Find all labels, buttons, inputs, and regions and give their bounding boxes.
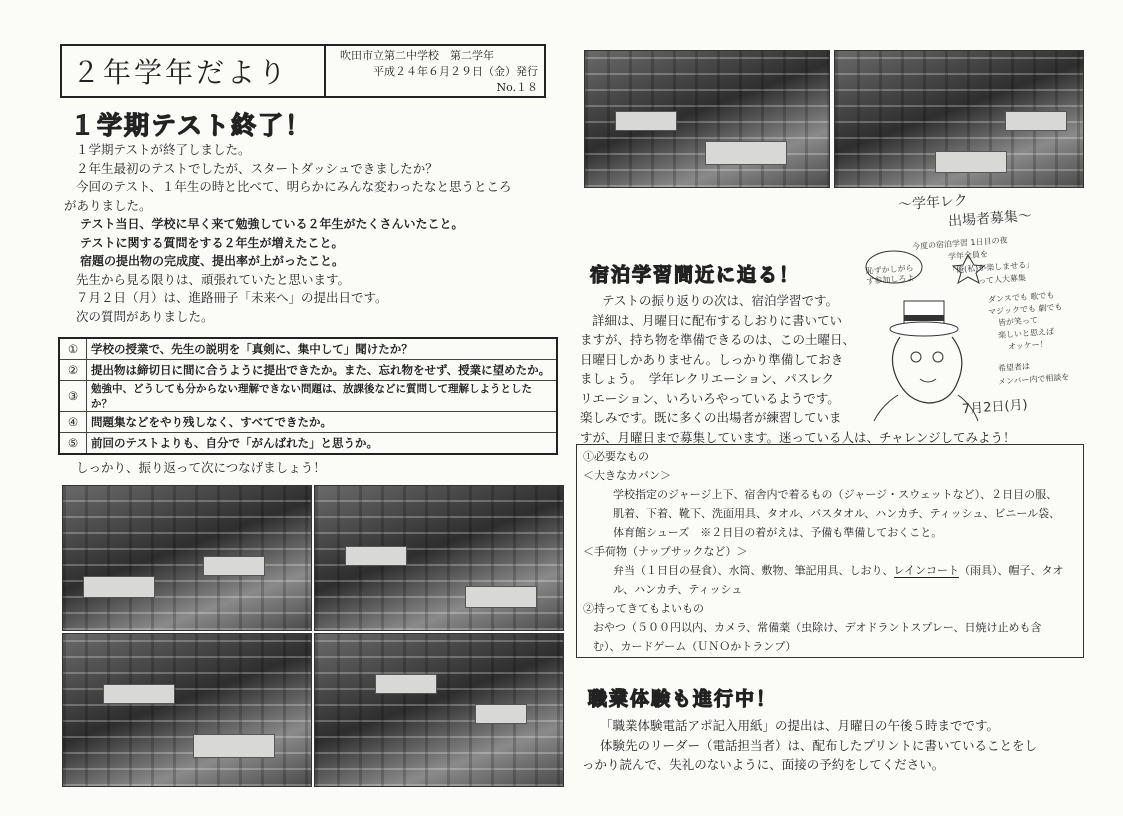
question-text: 前回のテストよりも、自分で「がんばれた」と思うか。 [87,433,558,455]
recreation-illustration [858,192,1090,435]
test-heading: １学期テスト終了！ [70,111,313,140]
job-line: 体験先のリーダー（電話担当者）は、配布したプリントに書いていることをし [600,737,1038,753]
optional-line: む）、カードゲーム（ＵＮＯかトランプ） [593,640,797,653]
question-row [59,433,557,455]
optional-items-heading: ②持ってきてもよいもの [583,602,704,615]
big-bag-line: 学校指定のジャージ上下、宿舎内で着るもの（ジャージ・スウェットなど）、２日目の服、 [613,488,1058,501]
test-bold-line: テスト当日、学校に早く来て勉強している２年生がたくさんいたこと。 [80,217,464,231]
big-bag-line: 肌着、下着、靴下、洗面用具、タオル、バスタオル、ハンカチ、ティッシュ、ビニール袋、 [613,507,1061,520]
illus-note: って人大募集 [977,273,1027,286]
raincoat-underlined: レインコート [893,564,959,577]
question-number: ⑤ [59,433,87,455]
camp-line: リエーション、いろいろやっているようです。 [580,390,840,406]
camp-line: すが、月曜日まで募集しています。迷っている人は、チャレンジしてみよう！ [580,429,1016,445]
question-row [59,412,557,433]
test-bold-line: 宿題の提出物の完成度、提出率が上がったこと。 [80,254,345,268]
question-row [59,381,557,412]
question-text: 勉強中、どうしても分からない理解できない問題は、放課後などに質問して理解しようとしたか？ [87,381,558,412]
exam-photo-3 [62,633,312,787]
test-line: 次の質問がありました。 [76,308,214,324]
big-bag-heading: ＜大きなカバン＞ [583,469,671,482]
illus-note: 今度の宿泊学習 1日目の夜 [911,235,1008,252]
question-number: ③ [59,381,87,412]
illus-date: 7月2日(月) [961,397,1029,418]
optional-line: おやつ（５００円以内、カメラ、常備薬（虫除け、デオドラントスプレー、日焼け止めも含 [593,621,1042,634]
issue-date: 平成２４年６月２９日（金）発行 [373,65,538,78]
illus-note: 皆が笑って [997,315,1039,328]
job-heading: 職業体験も進行中！ [588,688,778,710]
question-row [59,360,557,381]
camp-line: ますが、持ち物を準備できるのは、この土曜日、 [580,332,856,347]
items-required-heading: ①必要なもの [583,450,649,463]
question-text: 学校の授業で、先生の説明を「真剣に、集中して」聞けたか？ [87,338,558,360]
test-line: 今回のテスト、１年生の時と比べて、明らかにみんな変わったなと思うところ [76,179,512,194]
camp-heading: 宿泊学習間近に迫る！ [590,264,801,286]
question-row [59,338,557,360]
header-info [326,44,546,98]
illus-note: ダンスでも 歌でも [987,290,1055,305]
illus-title-2: 出場者募集～ [947,208,1033,230]
hand-line-pre: 弁当（１日目の昼食）、水筒、敷物、筆記用具、しおり、 [613,564,894,577]
question-text: 提出物は締切日に間に合うように提出できたか。また、忘れ物をせず、授業に望めたか。 [87,360,558,381]
newsletter-title: ２年学年だより [60,44,326,98]
exam-photo-2 [314,485,564,631]
job-line: 「職業体験電話アポ記入用紙」の提出は、月曜日の午後５時までです。 [600,718,1000,733]
speech-bubble: 恥ずかしがらず参加しろよ [865,263,915,286]
illus-note: 学年全員を [947,249,989,262]
test-line: ７月２日（月）は、進路冊子「未来へ」の提出日です。 [76,290,388,305]
question-table [58,337,558,455]
question-number: ④ [59,412,87,433]
job-text [582,716,1092,775]
test-line: １学期テストが終了しました。 [76,142,251,157]
test-line: がありました。 [64,197,152,213]
question-text: 問題集などをやり残しなく、すべてできたか。 [87,412,558,433]
test-line: 先生から見る限りは、頑張れていたと思います。 [76,271,351,287]
illus-note: メンバー内で相談を [997,372,1070,387]
illus-note: オッケー！ [1007,339,1048,352]
big-bag-line: 体育館シューズ ※２日目の着がえは、予備も準備しておくこと。 [613,526,943,539]
illus-note: 希望者は [997,361,1031,374]
camp-line: テストの振り返りの次は、宿泊学習です。 [602,293,839,308]
test-bold-line: テストに関する質問をする２年生が増えたこと。 [80,235,344,250]
exam-photo-5 [584,50,830,188]
camp-line: 詳細は、月曜日に配布するしおりに書いてい [592,312,843,328]
camp-line: ましょう。 学年レクリエーション、パスレク [580,371,835,386]
test-intro [64,141,564,326]
issue-number: No.１８ [496,81,538,94]
camp-line: 楽しみです。既に多くの出場者が練習していま [580,410,842,425]
hand-line-post: （雨具）、帽子、タオ [958,564,1064,577]
exam-photo-6 [834,50,1084,188]
items-box [576,444,1084,658]
hand-luggage-line: ル、ハンカチ、ティッシュ [613,583,743,596]
illus-note: マジックでも 劇でも [987,302,1063,317]
test-line: ２年生最初のテストでしたが、スタートダッシュできましたか？ [76,160,438,176]
question-number: ① [59,338,87,360]
illus-title-1: ～学年レク [897,192,969,214]
exam-photo-4 [314,633,564,787]
school-name: 吹田市立第二中学校 第二学年 [340,49,494,62]
job-line: っかり読んで、失礼のないように、面接の予約をしてください。 [582,757,945,772]
exam-photo-1 [62,485,312,631]
illus-note: 楽しいと思えば [997,327,1055,340]
hand-luggage-line [583,561,1077,580]
question-number: ② [59,360,87,381]
test-closing: しっかり、振り返って次につなげましょう！ [76,460,326,475]
hand-luggage-heading: ＜手荷物（ナップサックなど）＞ [583,545,748,558]
camp-line: 日曜日しかありません。しっかり準備しておき [580,351,844,367]
illus-note: 「俺(私)が楽しませる」 [947,260,1035,275]
